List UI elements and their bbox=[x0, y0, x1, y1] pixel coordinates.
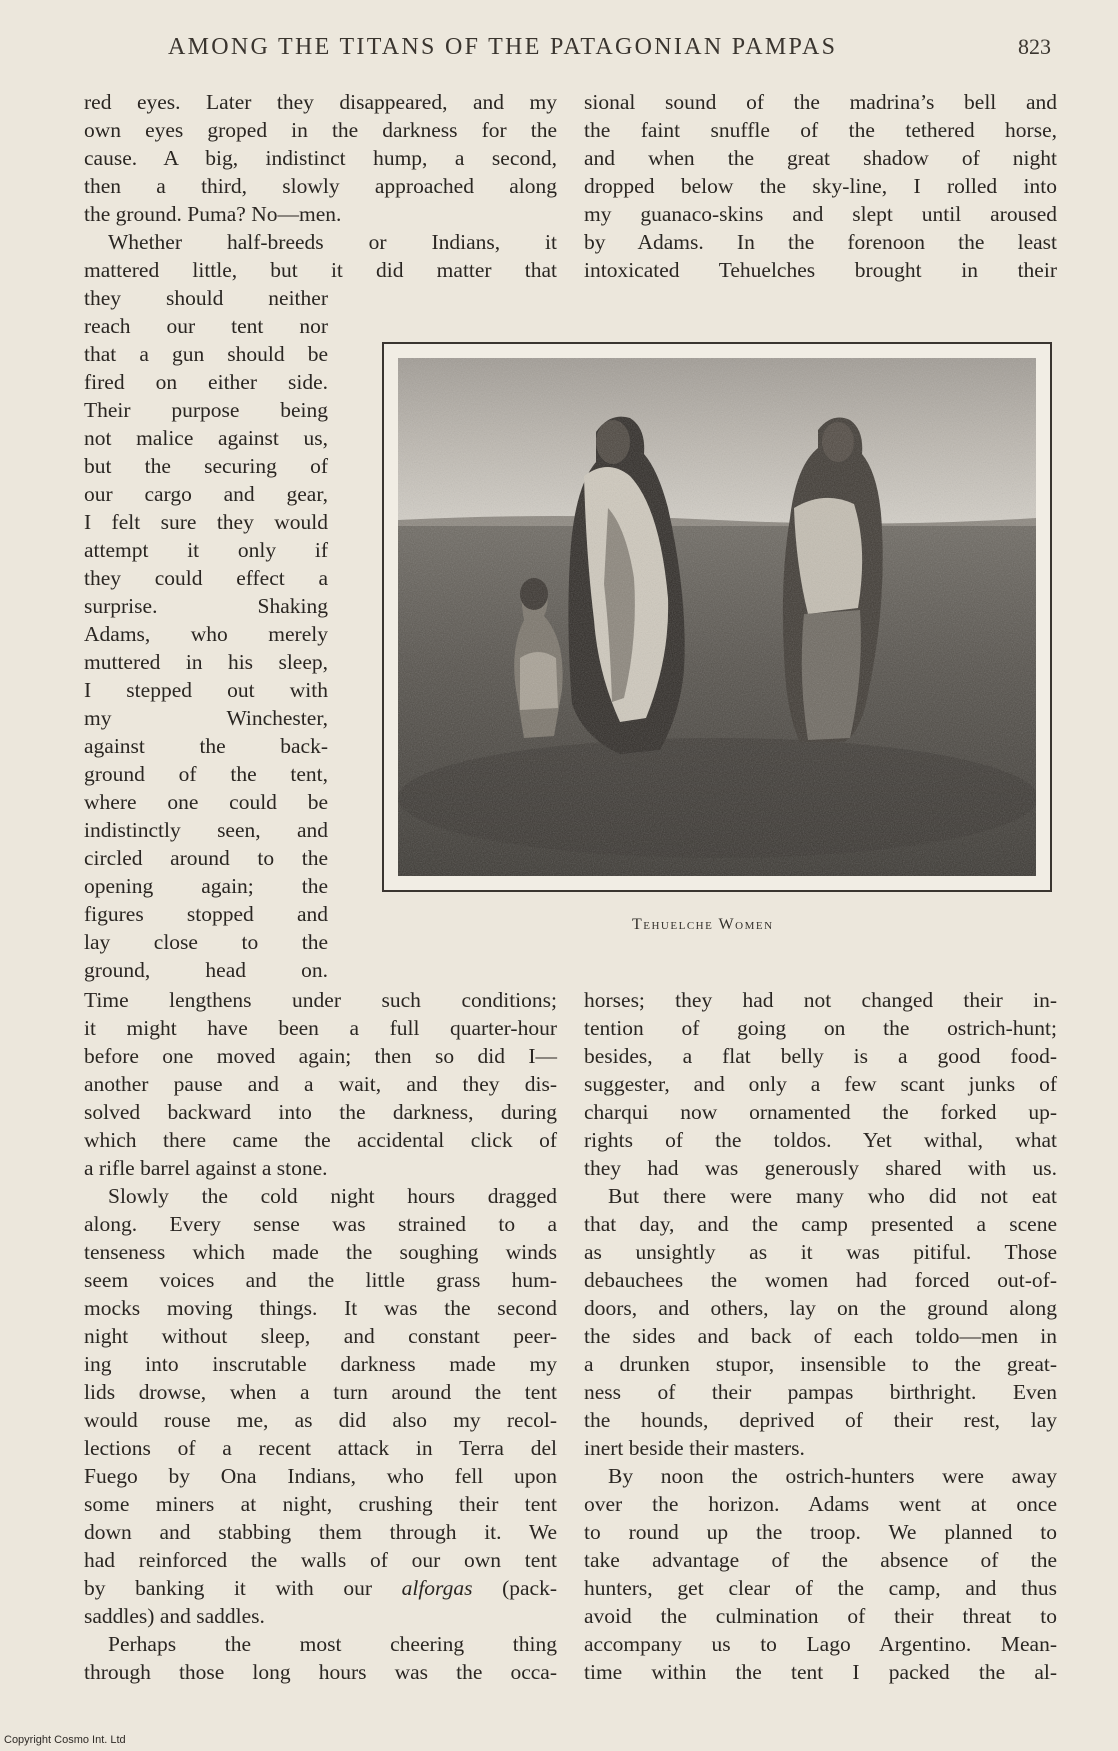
photograph-frame bbox=[382, 342, 1052, 892]
text-line: attempt it only if bbox=[84, 538, 328, 562]
text-line: lids drowse, when a turn around the tent bbox=[84, 1380, 557, 1404]
photograph-tehuelche-women bbox=[398, 358, 1036, 876]
text-line: Perhaps the most cheering thing bbox=[108, 1632, 557, 1656]
text-line: fired on either side. bbox=[84, 370, 328, 394]
text-line: suggester, and only a few scant junks of bbox=[584, 1072, 1057, 1096]
text-line: Fuego by Ona Indians, who fell upon bbox=[84, 1464, 557, 1488]
text-line: avoid the culmination of their threat to bbox=[584, 1604, 1057, 1628]
text-line: dropped below the sky-line, I rolled into bbox=[584, 174, 1057, 198]
text-line: that day, and the camp presented a scene bbox=[584, 1212, 1057, 1236]
right-column-bottom bbox=[584, 986, 1057, 1686]
text-line: horses; they had not changed their in- bbox=[584, 988, 1057, 1012]
text-line bbox=[84, 1574, 557, 1602]
copyright-notice: Copyright Cosmo Int. Ltd bbox=[4, 1734, 126, 1746]
text-line: the faint snuffle of the tethered horse, bbox=[584, 118, 1057, 142]
text-line: lay close to the bbox=[84, 930, 328, 954]
text-line: would rouse me, as did also my recol- bbox=[84, 1408, 557, 1432]
text-line: the ground. Puma? No—men. bbox=[84, 202, 342, 226]
text-line: figures stopped and bbox=[84, 902, 328, 926]
text-line: had reinforced the walls of our own tent bbox=[84, 1548, 557, 1572]
text-line: Time lengthens under such conditions; bbox=[84, 988, 557, 1012]
text-line: charqui now ornamented the forked up- bbox=[584, 1100, 1057, 1124]
text-line: debauchees the women had forced out-of- bbox=[584, 1268, 1057, 1292]
text-line: my Winchester, bbox=[84, 706, 328, 730]
text-line: through those long hours was the occa- bbox=[84, 1660, 557, 1684]
text-line: lections of a recent attack in Terra del bbox=[84, 1436, 557, 1460]
text-line: which there came the accidental click of bbox=[84, 1128, 557, 1152]
text-line: inert beside their masters. bbox=[584, 1436, 805, 1460]
text-line: against the back- bbox=[84, 734, 328, 758]
text-line: by Adams. In the forenoon the least bbox=[584, 230, 1057, 254]
text-line: I stepped out with bbox=[84, 678, 328, 702]
text-line: the hounds, deprived of their rest, lay bbox=[584, 1408, 1057, 1432]
running-title: AMONG THE TITANS OF THE PATAGONIAN PAMPAS bbox=[168, 34, 838, 60]
text-line: But there were many who did not eat bbox=[608, 1184, 1057, 1208]
text-line: muttered in his sleep, bbox=[84, 650, 328, 674]
text-line: surprise. Shaking bbox=[84, 594, 328, 618]
text-line: another pause and a wait, and they dis- bbox=[84, 1072, 557, 1096]
left-column-wrap bbox=[84, 284, 328, 984]
text-line: my guanaco-skins and slept until aroused bbox=[584, 202, 1057, 226]
text-line: a rifle barrel against a stone. bbox=[84, 1156, 328, 1180]
text-line: before one moved again; then so did I— bbox=[84, 1044, 557, 1068]
text-line: saddles) and saddles. bbox=[84, 1604, 265, 1628]
text-line: accompany us to Lago Argentino. Mean- bbox=[584, 1632, 1057, 1656]
text-line: the sides and back of each toldo—men in bbox=[584, 1324, 1057, 1348]
text-line: a drunken stupor, insensible to the great- bbox=[584, 1352, 1057, 1376]
text-line: some miners at night, crushing their tent bbox=[84, 1492, 557, 1516]
page-number: 823 bbox=[1018, 34, 1051, 59]
text-line: tenseness which made the soughing winds bbox=[84, 1240, 557, 1264]
text-line: Their purpose being bbox=[84, 398, 328, 422]
text-line: ing into inscrutable darkness made my bbox=[84, 1352, 557, 1376]
text-line: to round up the troop. We planned to bbox=[584, 1520, 1057, 1544]
left-column-top bbox=[84, 88, 557, 284]
text-line: they had was generously shared with us. bbox=[584, 1156, 1057, 1180]
text-line: as unsightly as it was pitiful. Those bbox=[584, 1240, 1057, 1264]
text-line: tention of going on the ostrich-hunt; bbox=[584, 1016, 1057, 1040]
text-line: Slowly the cold night hours dragged bbox=[108, 1184, 557, 1208]
text-line: they should neither bbox=[84, 286, 328, 310]
left-column-bottom bbox=[84, 986, 557, 1686]
text-line: opening again; the bbox=[84, 874, 328, 898]
text-fragment: by banking it with our bbox=[84, 1576, 372, 1600]
text-line: ground, head on. bbox=[84, 958, 328, 982]
text-line: time within the tent I packed the al- bbox=[584, 1660, 1057, 1684]
photo-caption: Tehuelche Women bbox=[632, 916, 774, 933]
text-line: not malice against us, bbox=[84, 426, 328, 450]
text-line: intoxicated Tehuelches brought in their bbox=[584, 258, 1057, 282]
text-line: and when the great shadow of night bbox=[584, 146, 1057, 170]
text-line: Whether half-breeds or Indians, it bbox=[108, 230, 557, 254]
text-fragment: (pack- bbox=[472, 1576, 558, 1600]
text-line: own eyes groped in the darkness for the bbox=[84, 118, 557, 142]
text-line: take advantage of the absence of the bbox=[584, 1548, 1057, 1572]
text-line: night without sleep, and constant peer- bbox=[84, 1324, 557, 1348]
text-line: they could effect a bbox=[84, 566, 328, 590]
right-column-top bbox=[584, 88, 1057, 284]
text-line: Adams, who merely bbox=[84, 622, 328, 646]
text-line: down and stabbing them through it. We bbox=[84, 1520, 557, 1544]
text-line: mocks moving things. It was the second bbox=[84, 1296, 557, 1320]
text-line: but the securing of bbox=[84, 454, 328, 478]
text-line: solved backward into the darkness, during bbox=[84, 1100, 557, 1124]
text-line: then a third, slowly approached along bbox=[84, 174, 557, 198]
text-line: red eyes. Later they disappeared, and my bbox=[84, 90, 557, 114]
text-line: our cargo and gear, bbox=[84, 482, 328, 506]
text-line: ness of their pampas birthright. Even bbox=[584, 1380, 1057, 1404]
text-line: where one could be bbox=[84, 790, 328, 814]
text-line: doors, and others, lay on the ground along bbox=[584, 1296, 1057, 1320]
text-line: seem voices and the little grass hum- bbox=[84, 1268, 557, 1292]
text-line: over the horizon. Adams went at once bbox=[584, 1492, 1057, 1516]
text-line: that a gun should be bbox=[84, 342, 328, 366]
text-line: ground of the tent, bbox=[84, 762, 328, 786]
text-line: hunters, get clear of the camp, and thus bbox=[584, 1576, 1057, 1600]
text-line: reach our tent nor bbox=[84, 314, 328, 338]
text-line: sional sound of the madrina’s bell and bbox=[584, 90, 1057, 114]
text-line: along. Every sense was strained to a bbox=[84, 1212, 557, 1236]
text-line: I felt sure they would bbox=[84, 510, 328, 534]
text-line: indistinctly seen, and bbox=[84, 818, 328, 842]
text-line: cause. A big, indistinct hump, a second, bbox=[84, 146, 557, 170]
text-line: it might have been a full quarter-hour bbox=[84, 1016, 557, 1040]
text-line: circled around to the bbox=[84, 846, 328, 870]
text-line: besides, a flat belly is a good food- bbox=[584, 1044, 1057, 1068]
italic-term: alforgas bbox=[401, 1576, 473, 1600]
text-line: By noon the ostrich-hunters were away bbox=[608, 1464, 1057, 1488]
text-line: rights of the toldos. Yet withal, what bbox=[584, 1128, 1057, 1152]
text-line: mattered little, but it did matter that bbox=[84, 258, 557, 282]
